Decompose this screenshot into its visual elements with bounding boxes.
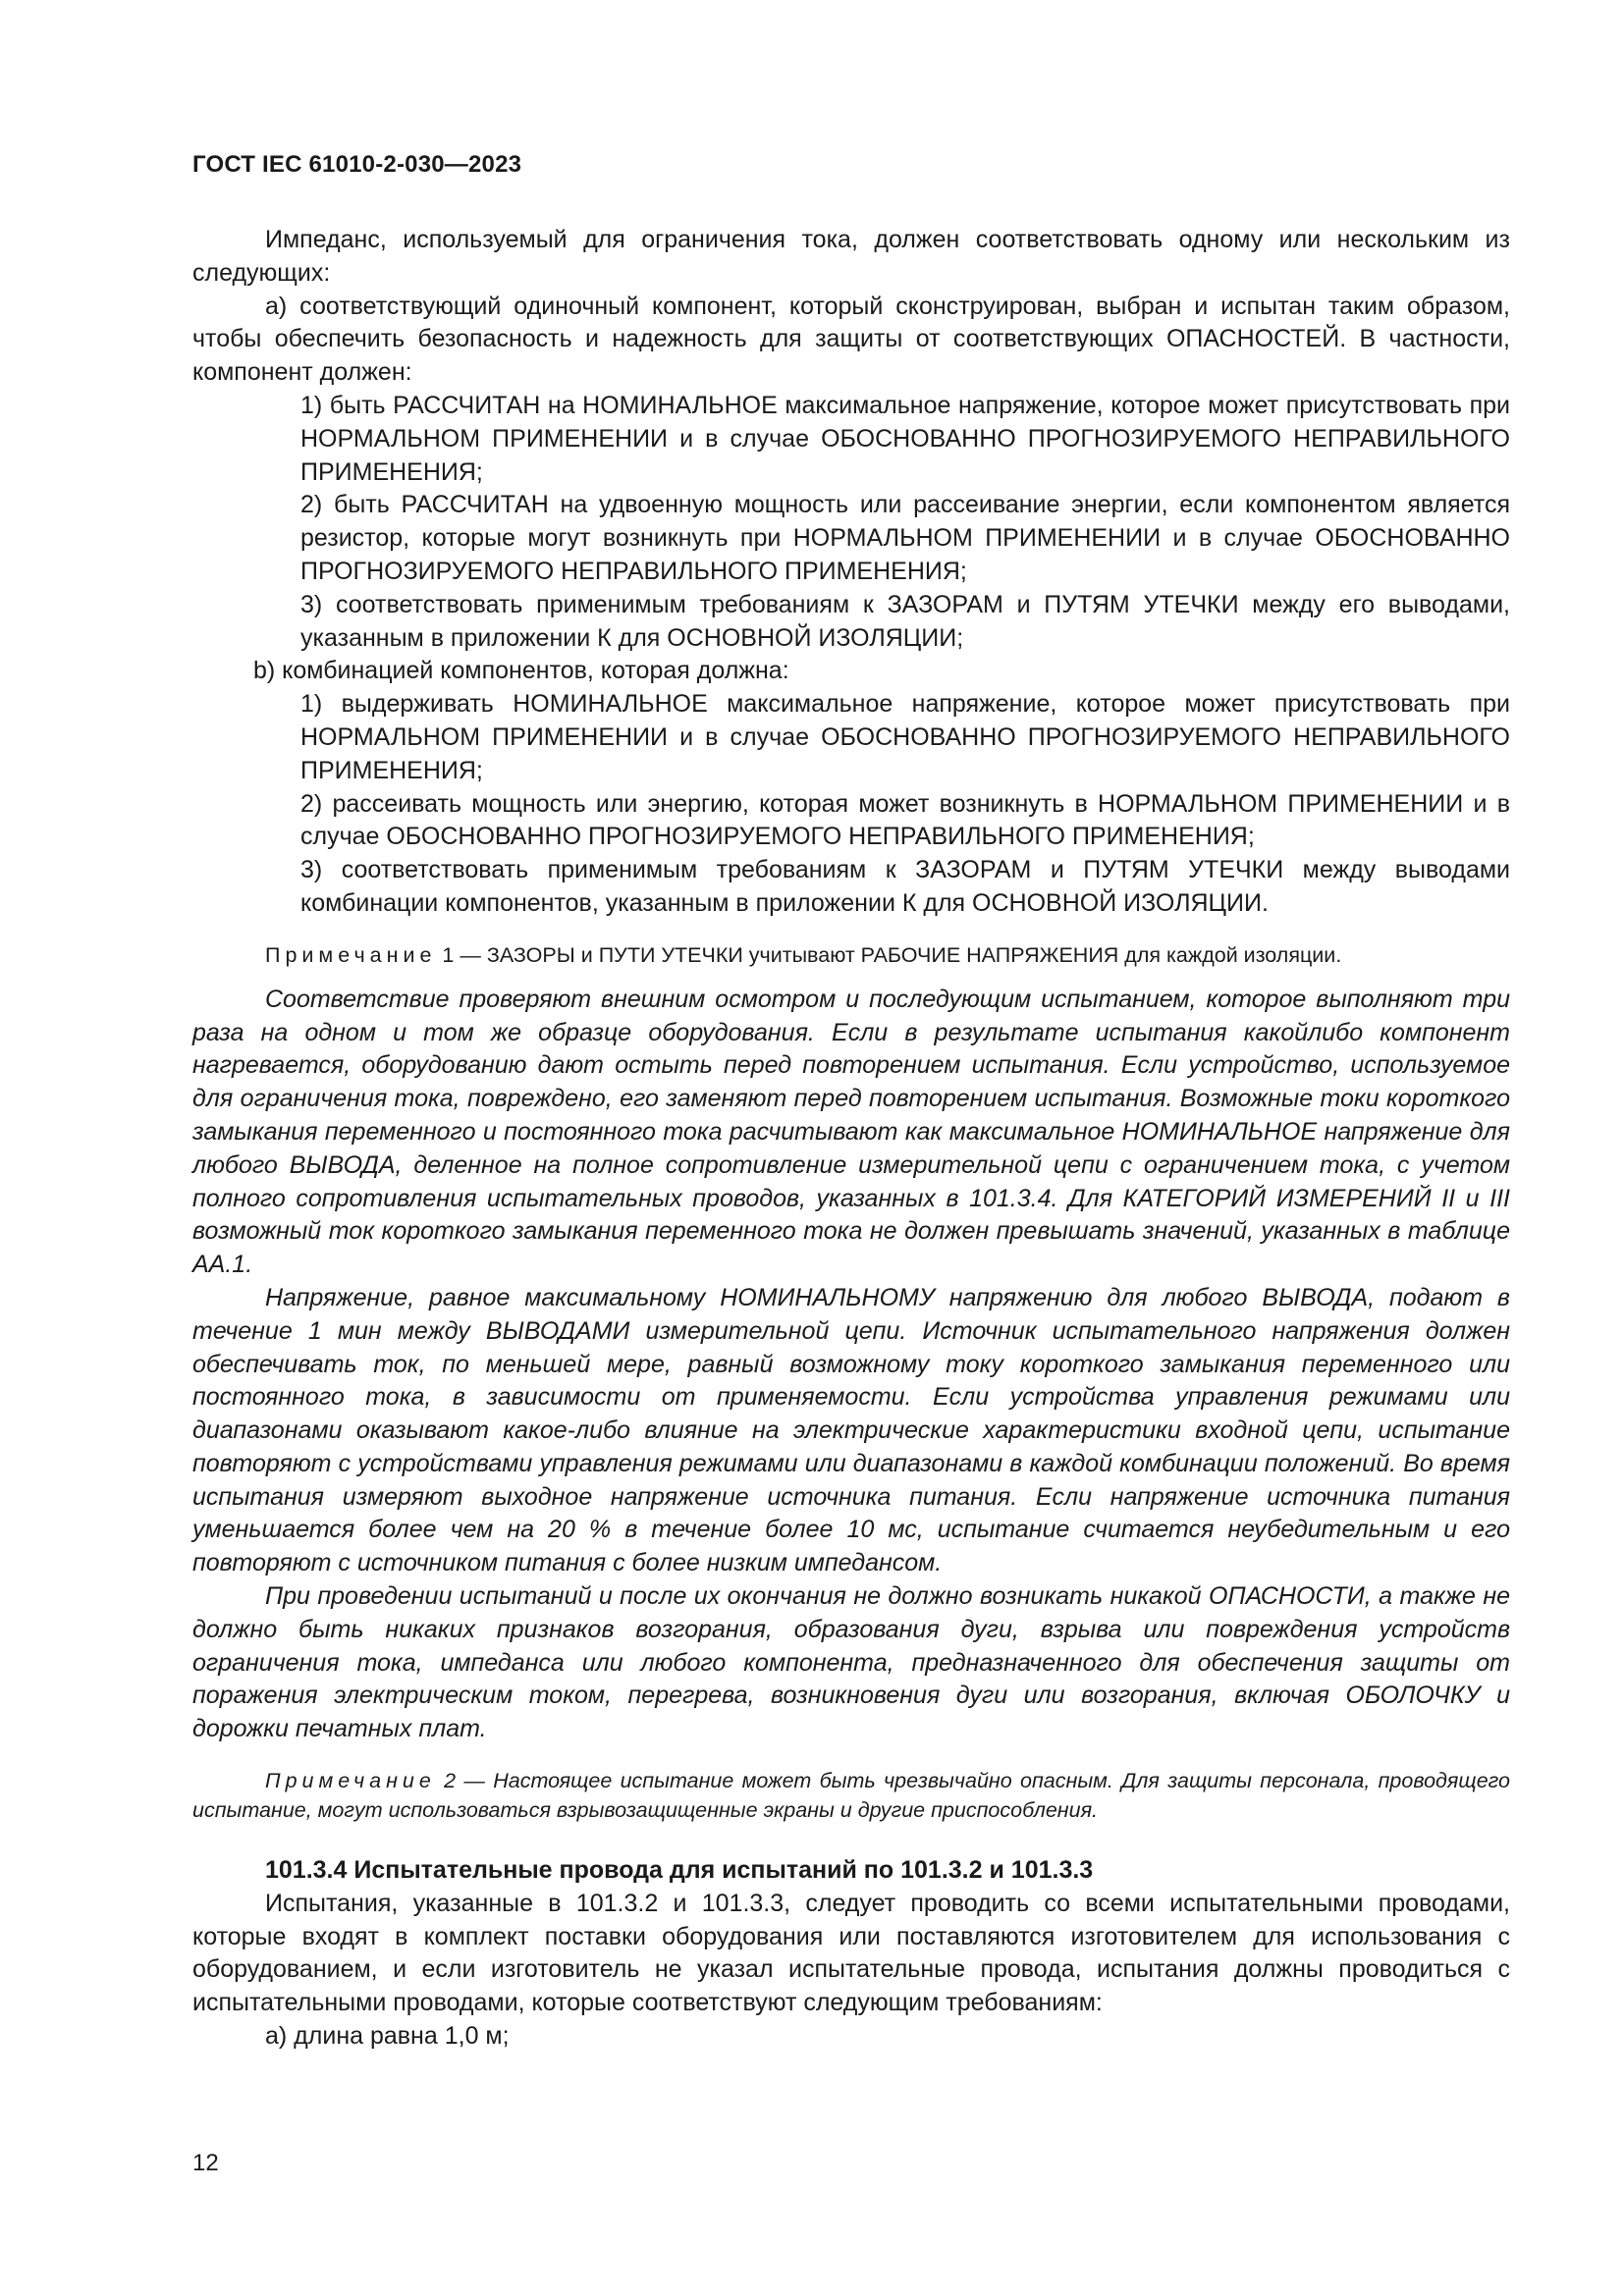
page-number: 12	[192, 2150, 219, 2176]
list-item-b2: 2) рассеивать мощность или энергию, которая может возникнуть в НОРМАЛЬНОМ ПРИМЕНЕНИИ и в случае ОБОСНОВАННО ПРОГНОЗИРУЕМОГО НЕПРАВИЛЬНОГО ПРИМЕНЕНИЯ;	[300, 789, 1510, 851]
list-item-a2: 2) быть РАССЧИТАН на удвоенную мощность или рассеивание энергии, если компонентом является резистор, которые могут возникнуть при НОРМАЛЬНОМ ПРИМЕНЕНИИ и в случае ОБОСНОВАННО ПРОГНОЗИРУЕМОГО НЕПРАВИЛЬНОГО ПРИМЕНЕНИЯ;	[300, 491, 1510, 585]
compliance-paragraph-1: Соответствие проверяют внешним осмотром и последующим испытанием, которое выполняют три раза на одном и том же образце оборудования. Если в результате испытания какойлибо компонент нагревается, оборудованию дают остыть перед повторением испытания. Если устройство, используемое для ограничения тока, повреждено, его заменяют перед повторением испытания. Возможные токи короткого замыкания переменного и постоянного тока расчитывают как максимальное НОМИНАЛЬНОЕ напряжение для любого ВЫВОДА, деленное на полное сопротивление измерительной цепи с ограничением тока, с учетом полного сопротивления испытательных проводов, указанных в 101.3.4. Для КАТЕГОРИЙ ИЗМЕРЕНИЙ II и III возможный ток короткого замыкания переменного тока не должен превышать значений, указанных в таблице АА.1.	[192, 985, 1510, 1279]
list-item-a3: 3) соответствовать применимым требованиям к ЗАЗОРАМ и ПУТЯМ УТЕЧКИ между его выводами, указанным в приложении К для ОСНОВНОЙ ИЗОЛЯЦИИ;	[300, 590, 1510, 652]
note-2-label: Примечание	[265, 1769, 436, 1793]
note-1-label: Примечание	[265, 942, 437, 967]
page-body	[192, 224, 1510, 2054]
document-code-header: ГОСТ IEC 61010-2-030—2023	[192, 151, 522, 178]
list-item-b1: 1) выдерживать НОМИНАЛЬНОЕ максимальное напряжение, которое может присутствовать при НОРМАЛЬНОМ ПРИМЕНЕНИИ и в случае ОБОСНОВАННО ПРОГНОЗИРУЕМОГО НЕПРАВИЛЬНОГО ПРИМЕНЕНИЯ;	[300, 690, 1510, 784]
note-1-text: 1 — ЗАЗОРЫ и ПУТИ УТЕЧКИ учитывают РАБОЧИЕ НАПРЯЖЕНИЯ для каждой изоляции.	[436, 942, 1342, 967]
compliance-paragraph-3: При проведении испытаний и после их окончания не должно возникать никакой ОПАСНОСТИ, а также не должно быть никаких признаков возгорания, образования дуги, взрыва или повреждения устройств ограничения тока, импеданса или любого компонента, предназначенного для обеспечения защиты от поражения электрическим током, перегрева, возникновения дуги или возгорания, включая ОБОЛОЧКУ и дорожки печатных плат.	[192, 1582, 1510, 1743]
subsection-title: 101.3.4 Испытательные провода для испытаний по 101.3.2 и 101.3.3	[265, 1856, 1094, 1885]
list-item-b3: 3) соответствовать применимым требованиям к ЗАЗОРАМ и ПУТЯМ УТЕЧКИ между выводами комбинации компонентов, указанным в приложении К для ОСНОВНОЙ ИЗОЛЯЦИИ.	[300, 856, 1510, 917]
list-item-a: a) соответствующий одиночный компонент, который сконструирован, выбран и испытан таким образом, чтобы обеспечить безопасность и надежность для защиты от соответствующих ОПАСНОСТЕЙ. В частности, компонент должен:	[192, 292, 1510, 387]
compliance-paragraph-2: Напряжение, равное максимальному НОМИНАЛЬНОМУ напряжению для любого ВЫВОДА, подают в течение 1 мин между ВЫВОДАМИ измерительной цепи. Источник испытательного напряжения должен обеспечивать ток, по меньшей мере, равный возможному току короткого замыкания переменного или постоянного тока, в зависимости от применяемости. Если устройства управления режимами или диапазонами оказывают какое-либо влияние на электрические характеристики входной цепи, испытание повторяют с устройствами управления режимами или диапазонами в каждой комбинации положений. Во время испытания измеряют выходное напряжение источника питания. Если напряжение источника питания уменьшается более чем на 20 % в течение более 10 мс, испытание считается неубедительным и его повторяют с источником питания с более низким импедансом.	[192, 1283, 1510, 1577]
note-2	[192, 1766, 1510, 1825]
note-2-text: 2 — Настоящее испытание может быть чрезвычайно опасным. Для защиты персонала, проводящего испытание, могут использоваться взрывозащищенные экраны и другие приспособления.	[192, 1769, 1510, 1823]
paragraph-tests: Испытания, указанные в 101.3.2 и 101.3.3, следует проводить со всеми испытательными проводами, которые входят в комплект поставки оборудования или поставляются изготовителем для использования с оборудованием, и если изготовитель не указал испытательные провода, испытания должны проводиться с испытательными проводами, которые соответствуют следующим требованиям:	[192, 1889, 1510, 2017]
list-item-b: b) комбинацией компонентов, которая должна:	[253, 657, 789, 685]
list-item-a1: 1) быть РАССЧИТАН на НОМИНАЛЬНОЕ максимальное напряжение, которое может присутствовать при НОРМАЛЬНОМ ПРИМЕНЕНИИ и в случае ОБОСНОВАННО ПРОГНОЗИРУЕМОГО НЕПРАВИЛЬНОГО ПРИМЕНЕНИЯ;	[300, 391, 1510, 486]
paragraph-impedance: Импеданс, используемый для ограничения тока, должен соответствовать одному или нескольким из следующих:	[192, 226, 1510, 287]
list-item-length: a) длина равна 1,0 м;	[265, 2022, 510, 2051]
note-1	[192, 940, 1510, 970]
